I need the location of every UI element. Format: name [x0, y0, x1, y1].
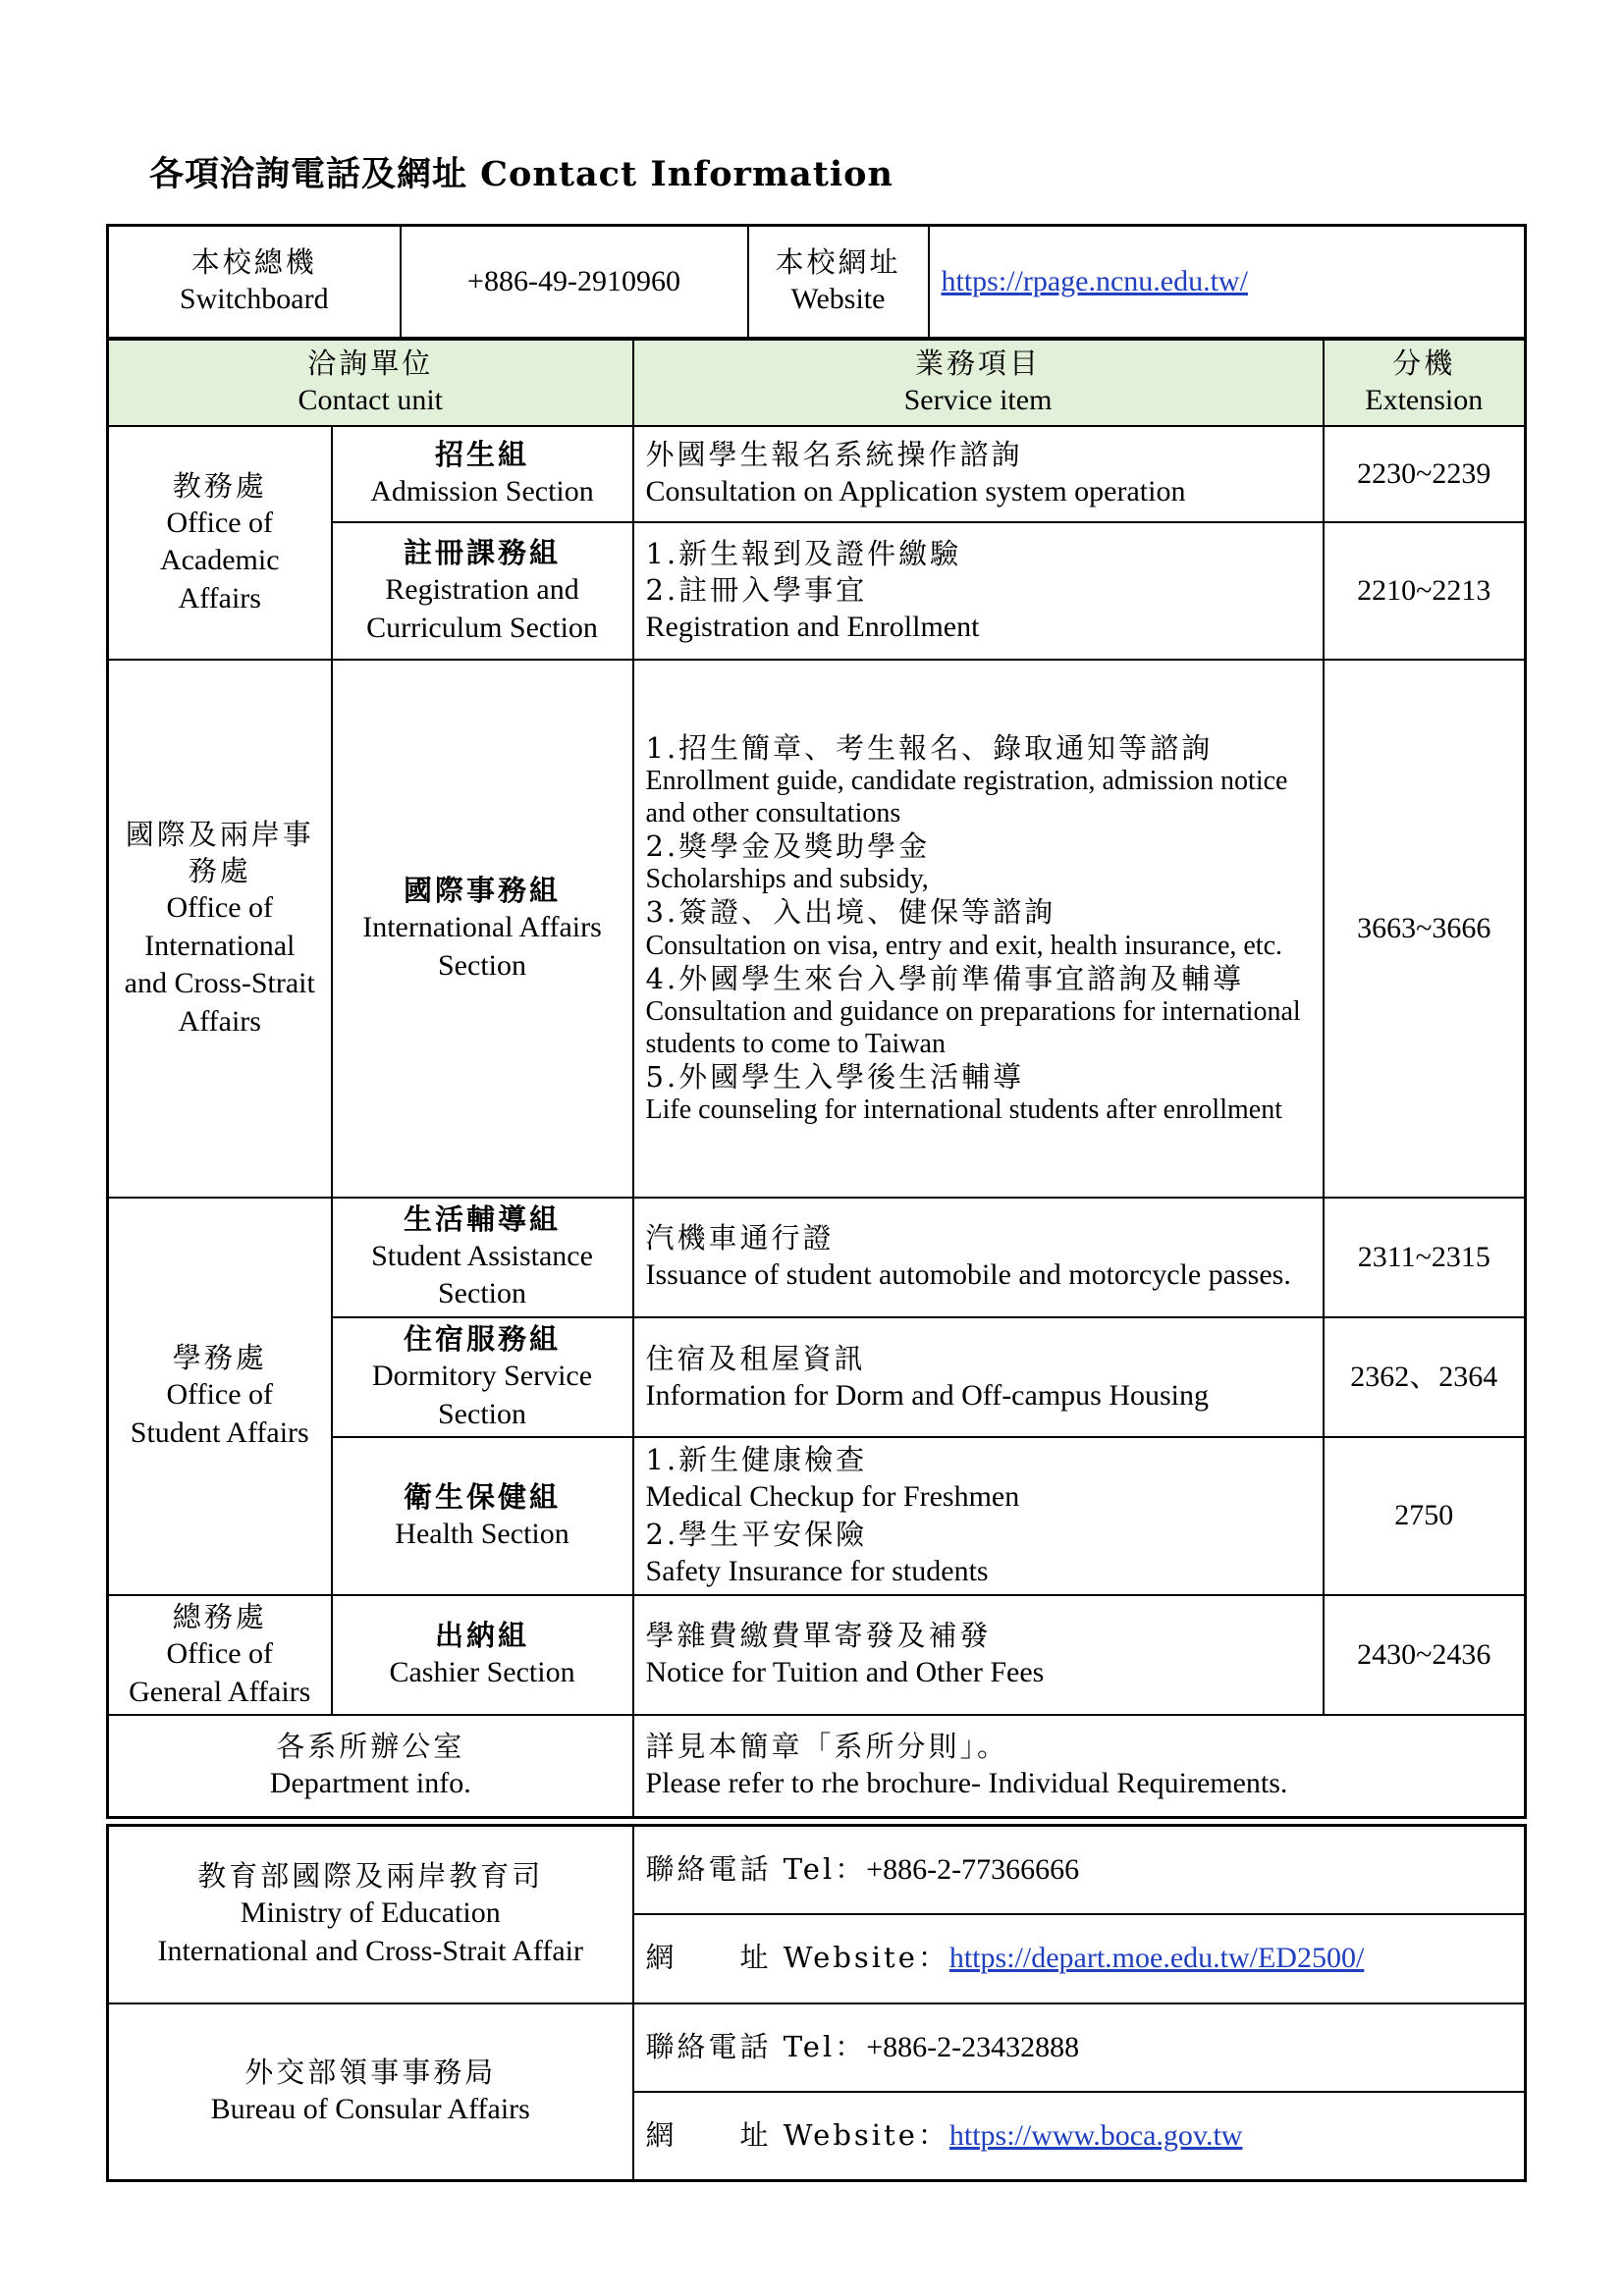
agency-boca: 外交部領事事務局 Bureau of Consular Affairs [108, 2003, 633, 2181]
section-registration: 註冊課務組 Registration and Curriculum Section [332, 522, 633, 660]
website-label: 本校網址 Website [748, 226, 929, 339]
table-row [108, 426, 1526, 522]
section-international: 國際事務組 International Affairs Section [332, 660, 633, 1197]
ext-cashier: 2430~2436 [1324, 1595, 1526, 1715]
boca-website-link[interactable]: https://www.boca.gov.tw [948, 2118, 1243, 2152]
switchboard-table [106, 224, 1527, 340]
service-health: 1.新生健康檢查 Medical Checkup for Freshmen 2.學生平安保險 Safety Insurance for students [633, 1437, 1324, 1594]
moe-website: 網 址 Website：https://depart.moe.edu.tw/ED2500/ [633, 1914, 1526, 2003]
page-title: 各項洽詢電話及網址 Contact Information [149, 154, 893, 194]
table-row [108, 2003, 1526, 2093]
agency-moe: 教育部國際及兩岸教育司 Ministry of Education International and Cross-Strait Affair [108, 1826, 633, 2003]
service-student-assistance: 汽機車通行證 Issuance of student automobile and motorcycle passes. [633, 1198, 1324, 1317]
service-registration: 1.新生報到及證件繳驗 2.註冊入學事宜 Registration and Enrollment [633, 522, 1324, 660]
table-row [108, 1198, 1526, 1317]
ncnu-website-link[interactable]: https://rpage.ncnu.edu.tw/ [941, 264, 1248, 297]
office-international-affairs: 國際及兩岸事務處 Office of International and Cross-Strait Affairs [108, 660, 332, 1197]
switchboard-label: 本校總機 Switchboard [108, 226, 401, 339]
ext-health: 2750 [1324, 1437, 1526, 1594]
header-service-item: 業務項目 Service item [633, 340, 1324, 426]
table-row [108, 1595, 1526, 1715]
header-row [108, 340, 1526, 426]
section-dormitory: 住宿服務組 Dormitory Service Section [332, 1317, 633, 1437]
section-health: 衛生保健組 Health Section [332, 1437, 633, 1594]
service-international: 1.招生簡章、考生報名、錄取通知等諮詢 Enrollment guide, candidate registration, admission notice and other consultations 2.獎學金及獎助學金 Scholarships and subsidy, 3.簽證、入出境、健保等諮詢 Consultation on visa, entry and exit, health insurance, etc. 4.外國學生來台入學前準備事宜諮詢及輔導 Consultation and guidance on preparations for international students to come to Taiwan 5.外國學生入學後生活輔導 Life counseling for international students after enrollment [633, 660, 1324, 1197]
table-row [108, 660, 1526, 1197]
ext-dormitory: 2362、2364 [1324, 1317, 1526, 1437]
section-cashier: 出納組 Cashier Section [332, 1595, 633, 1715]
ext-international: 3663~3666 [1324, 660, 1526, 1197]
website-cell [929, 226, 1526, 339]
agency-table [106, 1824, 1527, 2182]
office-general-affairs: 總務處 Office of General Affairs [108, 1595, 332, 1715]
ext-registration: 2210~2213 [1324, 522, 1526, 660]
boca-tel: 聯絡電話 Tel：+886-2-23432888 [633, 2003, 1526, 2093]
contact-table [106, 338, 1527, 1819]
table-row [108, 1826, 1526, 1915]
boca-website: 網 址 Website：https://www.boca.gov.tw [633, 2092, 1526, 2181]
section-admission: 招生組 Admission Section [332, 426, 633, 522]
service-cashier: 學雜費繳費單寄發及補發 Notice for Tuition and Other Fees [633, 1595, 1324, 1715]
service-dormitory: 住宿及租屋資訊 Information for Dorm and Off-campus Housing [633, 1317, 1324, 1437]
department-info-label: 各系所辦公室 Department info. [108, 1715, 633, 1817]
ext-student-assistance: 2311~2315 [1324, 1198, 1526, 1317]
table-row [108, 1715, 1526, 1817]
ext-admission: 2230~2239 [1324, 426, 1526, 522]
office-student-affairs: 學務處 Office of Student Affairs [108, 1198, 332, 1595]
switchboard-phone: +886-49-2910960 [401, 226, 748, 339]
department-info-note: 詳見本簡章「系所分則」。 Please refer to rhe brochure- Individual Requirements. [633, 1715, 1526, 1817]
office-academic-affairs: 教務處 Office of Academic Affairs [108, 426, 332, 661]
header-contact-unit: 洽詢單位 Contact unit [108, 340, 633, 426]
moe-website-link[interactable]: https://depart.moe.edu.tw/ED2500/ [948, 1942, 1365, 1975]
service-admission: 外國學生報名系統操作諮詢 Consultation on Application system operation [633, 426, 1324, 522]
section-student-assistance: 生活輔導組 Student Assistance Section [332, 1198, 633, 1317]
moe-tel: 聯絡電話 Tel：+886-2-77366666 [633, 1826, 1526, 1915]
header-extension: 分機 Extension [1324, 340, 1526, 426]
